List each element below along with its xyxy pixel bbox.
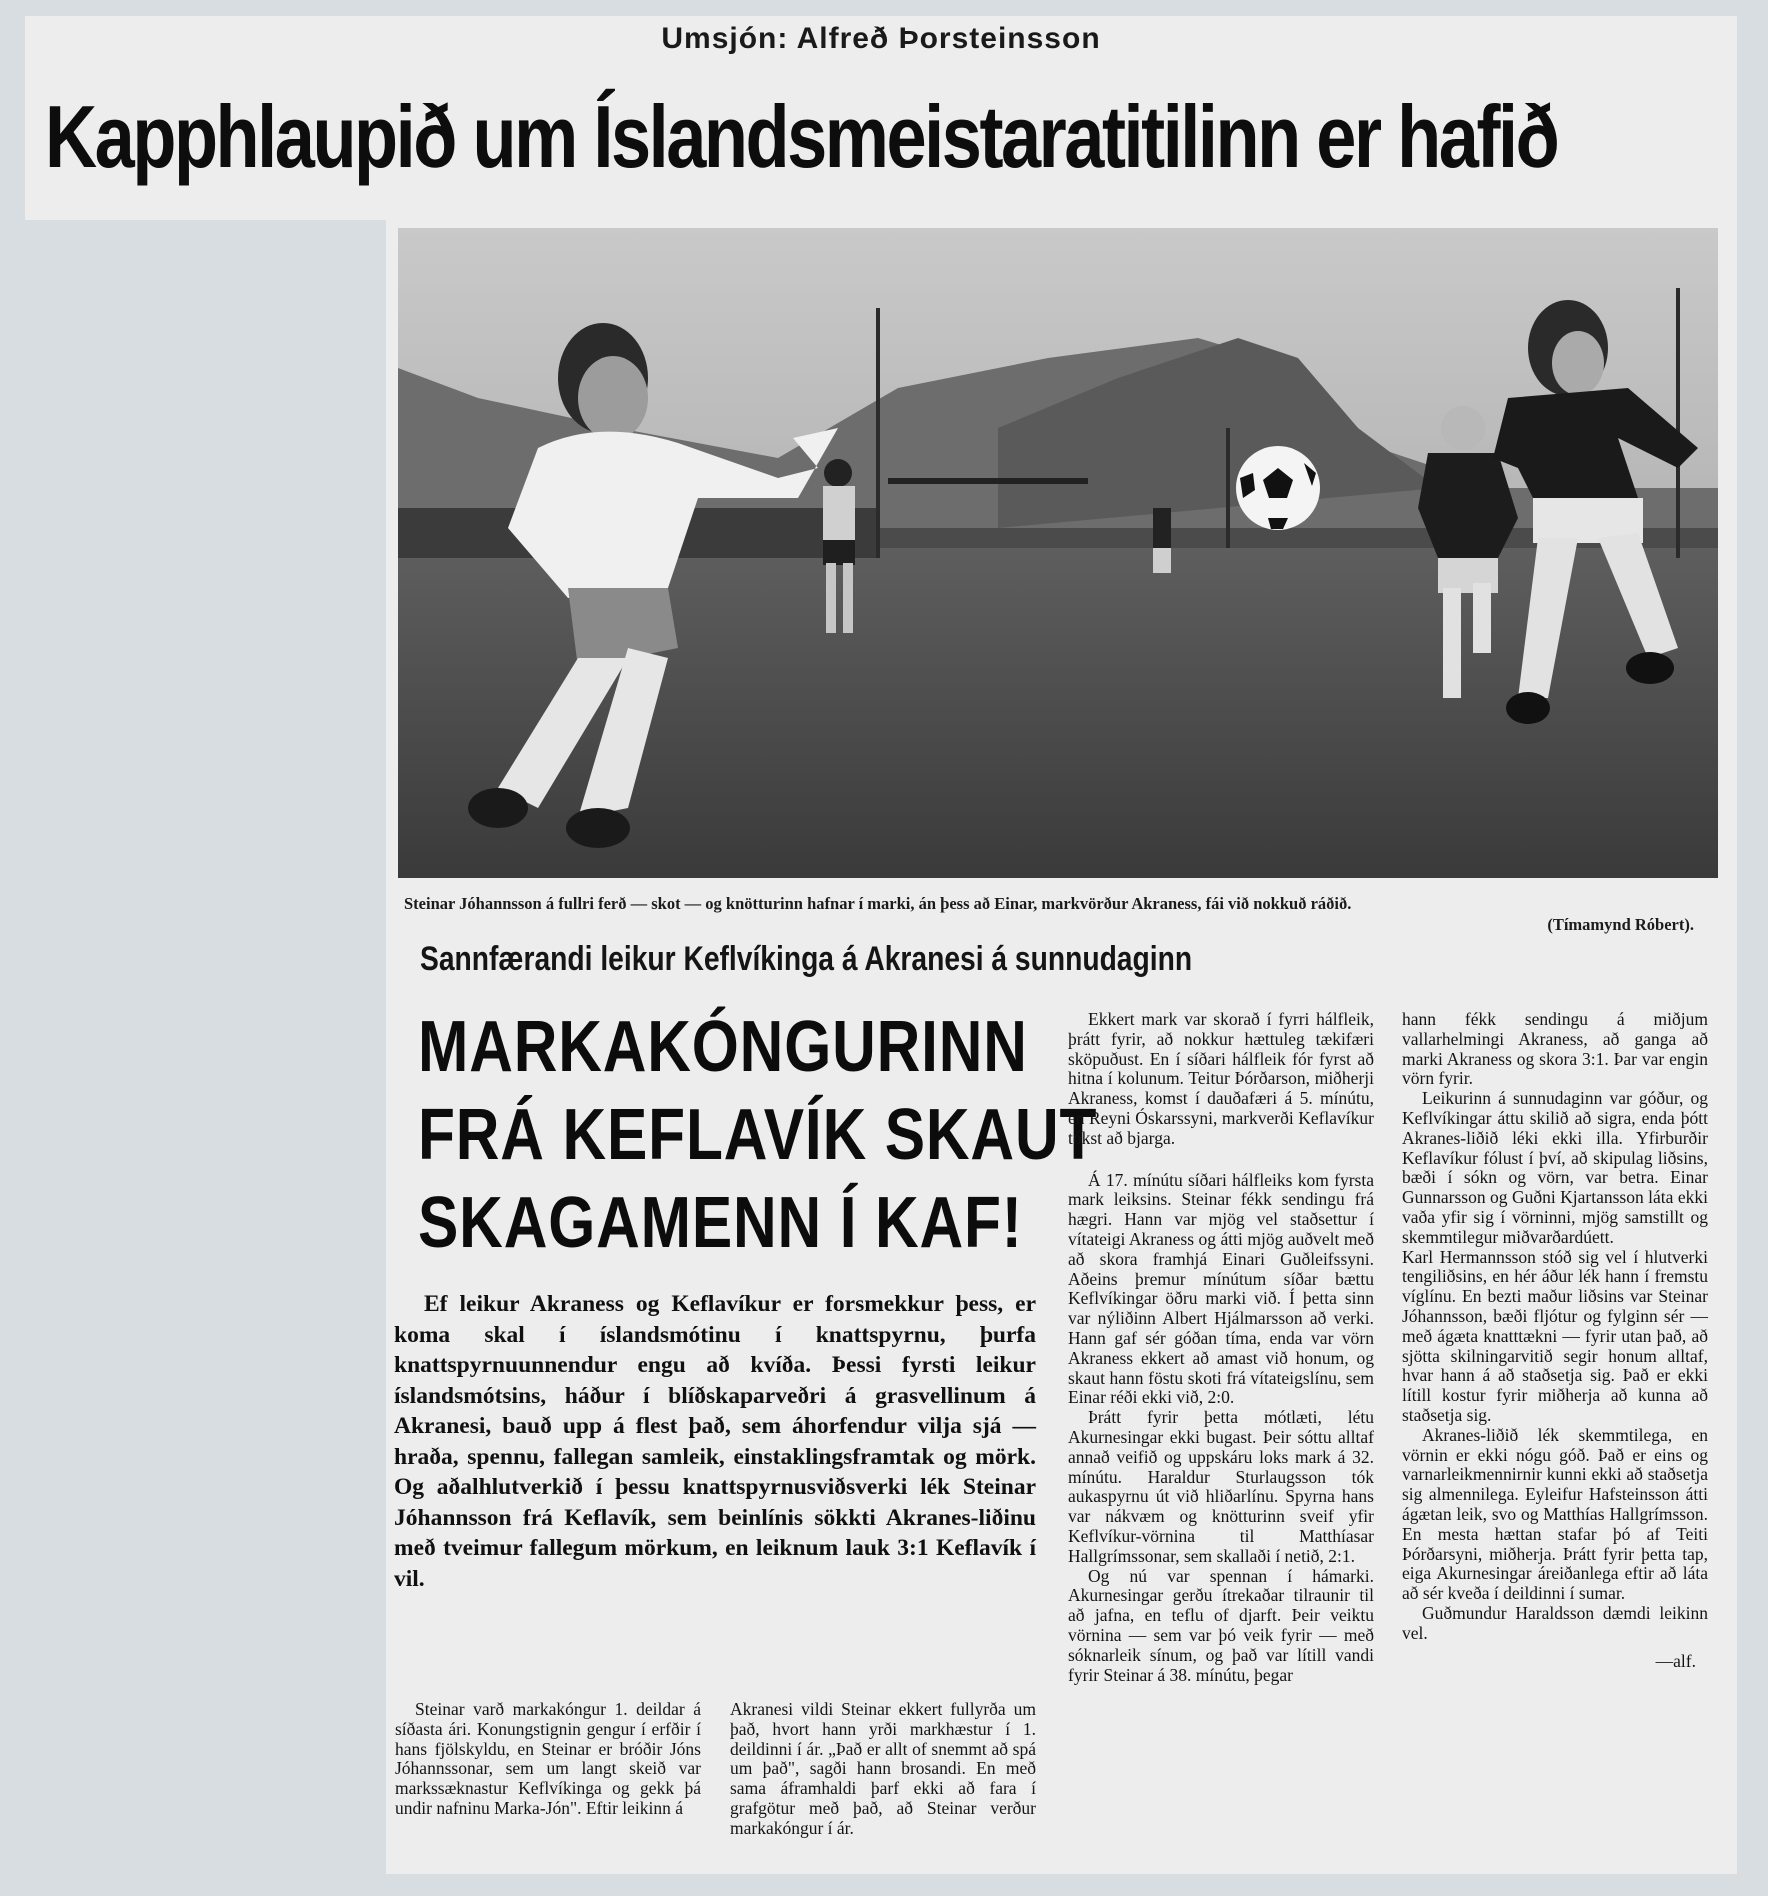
article-lead: Ef leikur Akraness og Keflavíkur er forsmekkur þess, er koma skal í íslandsmótinu í knattspyrnu, þurfa knattspyrnuunnendur engu að kvíða. Þessi fyrsti leikur íslandsmótsins, háður í blíðskaparveðri á grasvellinum á Akranesi, bauð upp á flest það, sem áhorfendur vilja sjá — hraða, spennu, fallegan samleik, einstaklingsframtak og mörk. Og aðalhlutverkið í þessu knattspyrnusviðsverki lék Steinar Jóhannsson frá Keflavík, sem beinlínis sökkti Akranes-liðinu með tveimur fallegum mörkum, en leiknum lauk 3:1 Keflavík í vil. [394, 1291, 1036, 1592]
match-photo [398, 228, 1718, 878]
column-fourth-paragraph-1: hann fékk sendingu á miðjum vallarhelmingi Akraness, að ganga að marki Akraness og skora 3:1. Þar var engin vörn fyrir. [1402, 1009, 1708, 1089]
column-third-paragraph-2: Á 17. mínútu síðari hálfleiks kom fyrsta mark leiksins. Steinar fékk sendingu frá hægri. Hann var mjög vel staðsettur í vítateigi Akraness og átti mjög auðvelt með að skora framhjá Einari Guðleifssyni. Aðeins þremur mínútum síðar bættu Keflvíkingar öðru marki við. Í þetta sinn var nýliðinn Albert Hjálmarsson að verki. Hann gaf sér góðan tíma, enda var vörn Akraness ekkert að amast við honum, og skaut hann föstu skoti frá vítateigslínu, sem Einar réði ekki við, 2:0. [1068, 1169, 1374, 1408]
article-headline-line-3: SKAGAMENN Í KAF! [418, 1183, 1023, 1263]
column-left [395, 1700, 701, 1819]
column-fourth-paragraph-5: Guðmundur Haraldsson dæmdi leikinn vel. [1402, 1602, 1708, 1643]
editor-credit: Umsjón: Alfreð Þorsteinsson [661, 22, 1101, 55]
column-left-text: Steinar varð markakóngur 1. deildar á síðasta ári. Konungstignin gengur í erfðir í hans fjölskyldu, en Steinar er bróðir Jóns Jóhannssonar, sem um langt skeið var markssæknastur Keflvíkinga og gekk þá undir nafninu Marka-Jón". Eftir leikinn á [395, 1699, 701, 1818]
article-headline [418, 1003, 1098, 1267]
column-third-paragraph-3: Þrátt fyrir þetta mótlæti, létu Akurnesingar ekki bugast. Þeir sóttu alltaf annað veifið og uppskáru loks mark á 32. mínútu. Haraldur Sturlaugsson tók aukaspyrnu út við hliðarlínu. Spyrna hans var nákvæm og knötturinn sveif yfir Keflvíkur-vörnina til Matthíasar Hallgrímssonar, sem skallaði í netið, 2:1. [1068, 1407, 1374, 1566]
author-signature: —alf. [1655, 1650, 1696, 1671]
football [1236, 446, 1320, 530]
page-headline: Kapphlaupið um Íslandsmeistaratitilinn er hafið [45, 87, 1558, 186]
distant-player [1153, 508, 1171, 573]
column-middle-text: Akranesi vildi Steinar ekkert fullyrða um það, hvort hann yrði markhæstur í 1. deildinni í ár. „Það er allt of snemmt að spá um það", sagði hann brosandi. En með sama áframhaldi þarf ekki að fara í grafgötur með það, að Steinar verður markakóngur í ár. [730, 1699, 1036, 1838]
photo-credit: (Tímamynd Róbert). [1547, 915, 1694, 934]
column-fourth-paragraph-3: Karl Hermannsson stóð sig vel í hlutverki tengiliðsins, en hér áður lék hann í fremstu víglínu. En bezti maður liðsins var Steinar Jóhannsson, bæði fljótur og fylginn sér — með ágæta knatttækni — fyrir utan það, að sjötta skilningarvitið segir honum alltaf, hvar hann á að staðsetja sig. Það er ekki lítill kostur fyrir miðherja að kunna að staðsetja sig. [1402, 1246, 1708, 1425]
photo-caption [404, 893, 1704, 935]
match-photo-illustration [398, 228, 1718, 878]
column-third-paragraph-1: Ekkert mark var skorað í fyrri hálfleik, þrátt fyrir, að nokkur hættuleg tækifæri sköpuðust. En í síðari hálfleik fór fyrst að hitna í kolunum. Teitur Þórðarson, miðherji Akraness, komst í dauðafæri á 5. mínútu, en Reyni Óskarssyni, markverði Keflavíkur tókst að bjarga. [1068, 1009, 1374, 1148]
column-fourth-paragraph-2: Leikurinn á sunnudaginn var góður, og Keflvíkingar áttu skilið að sigra, enda þótt Akranes-liðið léki ekki illa. Yfirburðir Keflavíkur fólust í því, að skipulag liðsins, bæði í sókn og vörn, var betra. Einar Gunnarsson og Guðni Kjartansson láta ekki vaða yfir sig í vörninni, mjög samstillt og skemmtilegur miðvarðardúett. [1402, 1088, 1708, 1247]
column-third [1068, 1010, 1374, 1685]
article-headline-line-2: FRÁ KEFLAVÍK SKAUT [418, 1095, 1098, 1175]
column-third-paragraph-4: Og nú var spennan í hámarki. Akurnesingar gerðu ítrekaðar tilraunir til að jafna, en teflu of djarft. Þeir veiktu vörnina — sem var þó veik fyrir — með sóknarleik sínum, og það var lítill vandi fyrir Steinar á 38. mínútu, þegar [1068, 1565, 1374, 1685]
photo-caption-text: Steinar Jóhannsson á fullri ferð — skot — og knötturinn hafnar í marki, án þess að Einar, markvörður Akraness, fái við nokkuð ráðið. [404, 894, 1352, 913]
article-subhead: Sannfærandi leikur Keflvíkinga á Akranesi á sunnudaginn [420, 940, 1193, 978]
column-fourth-paragraph-4: Akranes-liðið lék skemmtilega, en vörnin er ekki nógu góð. Það er eins og varnarleikmennirnir kunni ekki að staðsetja sig almennilega. Eyleifur Hafsteinsson átti ágætan leik, svo og Matthías Hallgrímsson. En mesta hættan stafar þó af Teiti Þórðarsyni, miðherja. Þrátt fyrir þetta tap, eiga Akurnesingar áreiðanlega eftir að láta að sér kveða í deildinni í sumar. [1402, 1424, 1708, 1604]
article-headline-line-1: MARKAKÓNGURINN [418, 1007, 1028, 1087]
column-fourth [1402, 1010, 1708, 1671]
column-middle [730, 1700, 1036, 1839]
